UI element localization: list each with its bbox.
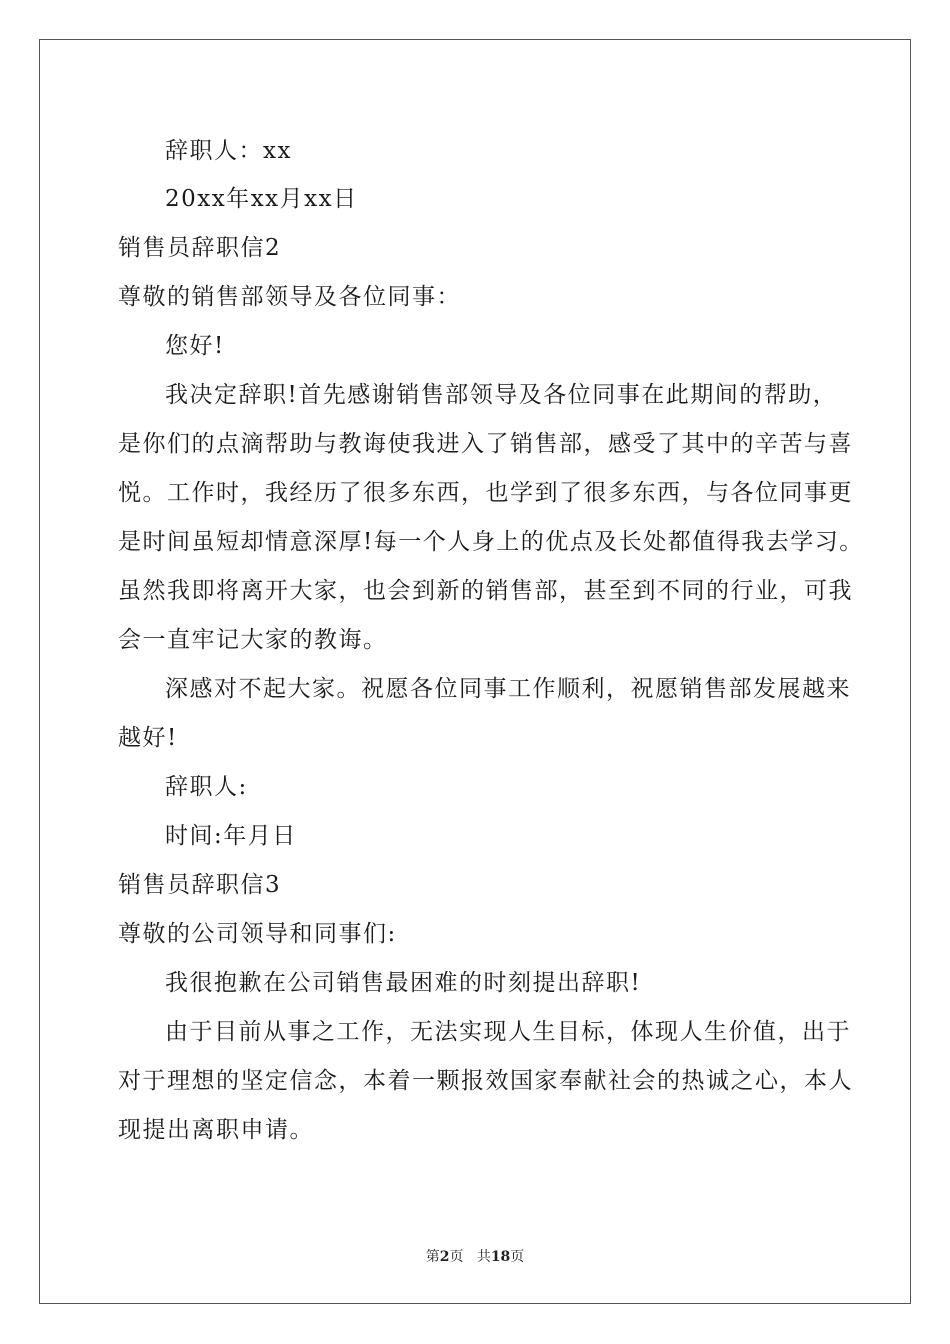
section-heading-2: 销售员辞职信2 — [118, 235, 282, 261]
body-line: 是时间虽短却情意深厚!每一个人身上的优点及长处都值得我去学习。 — [118, 529, 864, 555]
body-line: 对于理想的坚定信念，本着一颗报效国家奉献社会的热诚之心，本人 — [118, 1068, 853, 1094]
date-line: 20xx年xx月xx日 — [165, 186, 358, 212]
total-pages: 18 — [490, 1249, 511, 1265]
body-line: 我很抱歉在公司销售最困难的时刻提出辞职! — [165, 970, 642, 996]
greeting: 您好! — [165, 333, 225, 359]
signatory-line: 辞职人：xx — [165, 138, 292, 164]
body-line: 虽然我即将离开大家，也会到新的销售部，甚至到不同的行业，可我 — [118, 578, 853, 604]
body-line: 会一直牢记大家的教诲。 — [118, 627, 388, 653]
total-suffix: 页 — [510, 1249, 525, 1265]
total-prefix: 共 — [476, 1249, 491, 1265]
page-prefix: 第 — [425, 1249, 440, 1265]
date-line-2: 时间:年月日 — [165, 823, 297, 849]
body-line: 是你们的点滴帮助与教诲使我进入了销售部，感受了其中的辛苦与喜 — [118, 431, 853, 457]
section-heading-3: 销售员辞职信3 — [118, 872, 282, 898]
body-line: 我决定辞职!首先感谢销售部领导及各位同事在此期间的帮助， — [165, 382, 838, 408]
body-line: 深感对不起大家。祝愿各位同事工作顺利，祝愿销售部发展越来 — [165, 676, 851, 702]
salutation-3: 尊敬的公司领导和同事们: — [118, 921, 397, 947]
page-suffix: 页 — [449, 1249, 464, 1265]
signatory-line-2: 辞职人: — [165, 774, 248, 800]
salutation-2: 尊敬的销售部领导及各位同事： — [118, 284, 461, 310]
body-line: 现提出离职申请。 — [118, 1117, 314, 1143]
body-line: 悦。工作时，我经历了很多东西，也学到了很多东西，与各位同事更 — [118, 480, 853, 506]
page-number: 2 — [439, 1249, 450, 1265]
page-footer — [0, 1248, 950, 1266]
body-line: 由于目前从事之工作，无法实现人生目标，体现人生价值，出于 — [165, 1019, 851, 1045]
body-line: 越好! — [118, 725, 178, 751]
